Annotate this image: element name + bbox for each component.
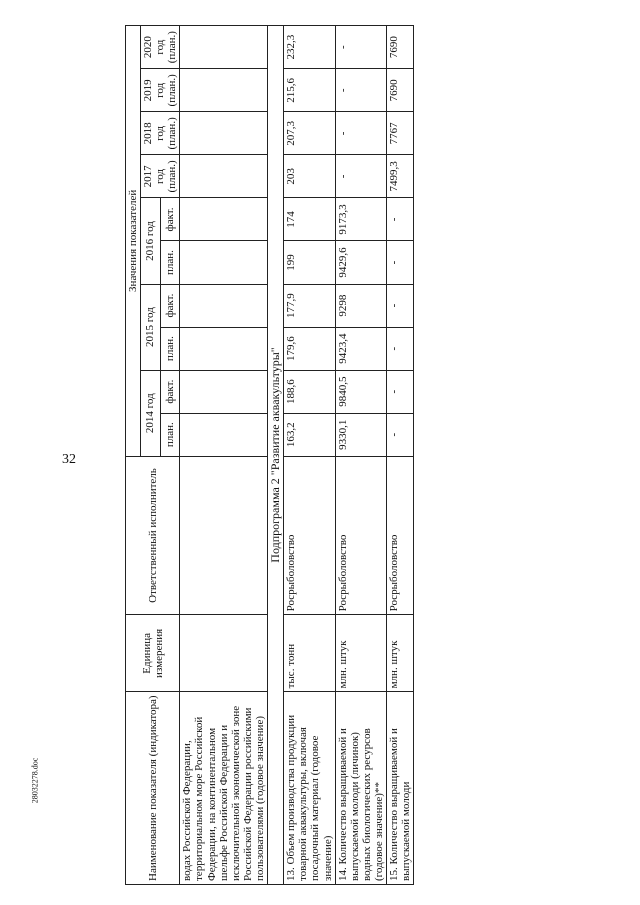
- row-14-2016-fact: 9173,3: [335, 198, 386, 241]
- row-14-2017: -: [335, 155, 386, 198]
- row-14-2014-fact: 9840,5: [335, 370, 386, 413]
- row-13-2016-plan: 199: [284, 241, 335, 284]
- header-row-1: [126, 26, 141, 885]
- table-row: [284, 26, 335, 885]
- header-2016-fact: факт.: [160, 198, 180, 241]
- row-14-name: 14. Количество выращиваемой и выпускаемой молоди (личинок) водных биологических ресурсов (годовое значение)**: [335, 692, 386, 885]
- header-2014-plan: план.: [160, 413, 180, 456]
- row-15-2014-fact: -: [386, 370, 413, 413]
- row-14-2015-fact: 9298: [335, 284, 386, 327]
- row-15-2018: 7767: [386, 112, 413, 155]
- row-13-2019: 215,6: [284, 69, 335, 112]
- table-row: [335, 26, 386, 885]
- page-number: 32: [62, 452, 76, 467]
- row-13-2014-fact: 188,6: [284, 370, 335, 413]
- header-2019: 2019 год (план.): [141, 69, 180, 112]
- row-15-2017: 7499,3: [386, 155, 413, 198]
- header-name: Наименование показателя (индикатора): [126, 692, 180, 885]
- row-15-2016-plan: -: [386, 241, 413, 284]
- row-13-2014-plan: 163,2: [284, 413, 335, 456]
- table-row: [386, 26, 413, 885]
- row-14-2016-plan: 9429,6: [335, 241, 386, 284]
- row-15-name: 15. Количество выращиваемой и выпускаемой молоди: [386, 692, 413, 885]
- row-15-2015-plan: -: [386, 327, 413, 370]
- row-14-2014-plan: 9330,1: [335, 413, 386, 456]
- row-14-2019: -: [335, 69, 386, 112]
- row-13-2015-fact: 177,9: [284, 284, 335, 327]
- row-14-executor: Росрыболовство: [335, 456, 386, 615]
- row-15-2019: 7690: [386, 69, 413, 112]
- row-13-unit: тыс. тонн: [284, 615, 335, 692]
- row-14-2020: -: [335, 26, 386, 69]
- row-15-2020: 7690: [386, 26, 413, 69]
- row-13-2018: 207,3: [284, 112, 335, 155]
- header-2018: 2018 год (план.): [141, 112, 180, 155]
- row-14-2015-plan: 9423,4: [335, 327, 386, 370]
- subprogram-row: [268, 26, 284, 885]
- row-13-2015-plan: 179,6: [284, 327, 335, 370]
- header-2015-fact: факт.: [160, 284, 180, 327]
- header-2016-plan: план.: [160, 241, 180, 284]
- header-2014: 2014 год: [141, 370, 161, 456]
- header-2016: 2016 год: [141, 198, 161, 284]
- row-13-executor: Росрыболовство: [284, 456, 335, 615]
- header-2017: 2017 год (план.): [141, 155, 180, 198]
- header-2015: 2015 год: [141, 284, 161, 370]
- rotated-table-container: [125, 25, 630, 885]
- row-14-unit: млн. штук: [335, 615, 386, 692]
- header-2014-fact: факт.: [160, 370, 180, 413]
- row-13-2020: 232,3: [284, 26, 335, 69]
- row-13-2017: 203: [284, 155, 335, 198]
- header-executor: Ответственный исполнитель: [126, 456, 180, 615]
- row-15-executor: Росрыболовство: [386, 456, 413, 615]
- footer-filename: 28032278.doc: [30, 757, 40, 804]
- header-values-group: Значения показателей: [126, 26, 141, 457]
- subprogram-title: Подпрограмма 2 "Развитие аквакультуры": [268, 26, 284, 885]
- continued-indicator-text: водах Российской Федерации, территориальном море Российской Федерации, на континентальном шельфе Российской Федерации и исключительной экономической зоне Российской Федерации российскими пользователями (годовое значение): [180, 692, 268, 885]
- row-13-2016-fact: 174: [284, 198, 335, 241]
- row-15-2015-fact: -: [386, 284, 413, 327]
- row-14-2018: -: [335, 112, 386, 155]
- row-15-2016-fact: -: [386, 198, 413, 241]
- continued-row: [180, 26, 268, 885]
- header-unit: Единица измерения: [126, 615, 180, 692]
- header-2015-plan: план.: [160, 327, 180, 370]
- row-15-unit: млн. штук: [386, 615, 413, 692]
- row-13-name: 13. Объем производства продукции товарной аквакультуры, включая посадочный материал (годовое значение): [284, 692, 335, 885]
- indicators-table: [125, 25, 414, 885]
- header-2020: 2020 год (план.): [141, 26, 180, 69]
- row-15-2014-plan: -: [386, 413, 413, 456]
